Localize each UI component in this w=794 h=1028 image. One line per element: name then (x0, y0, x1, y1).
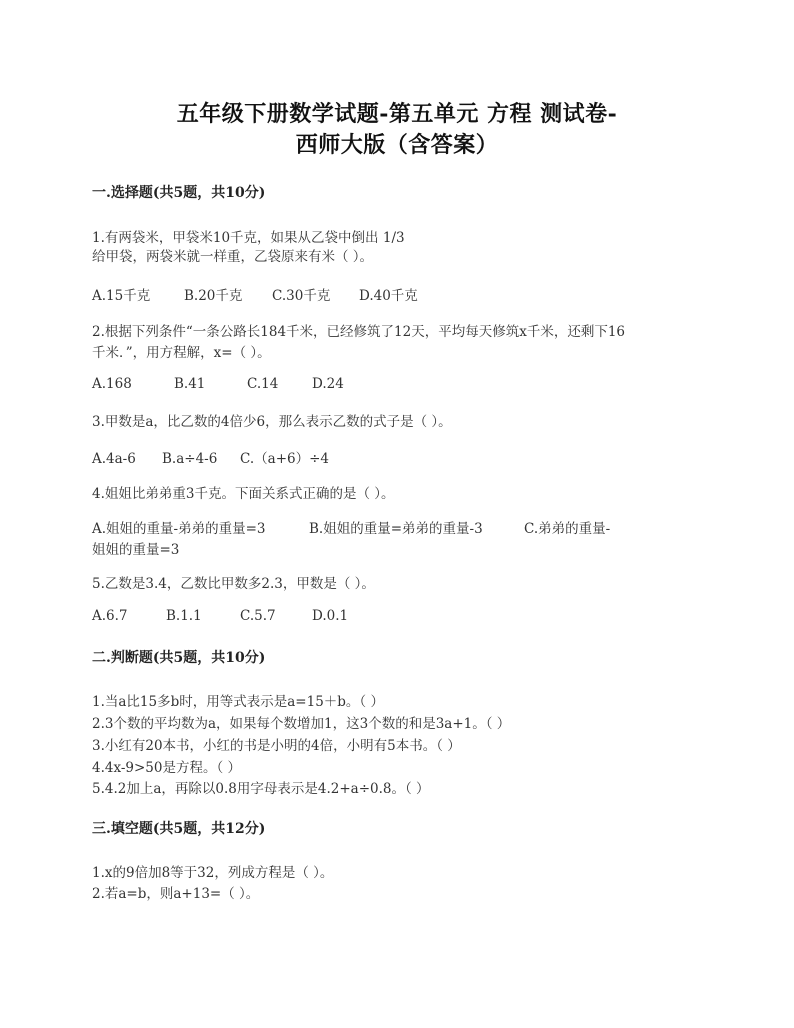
title-line-2: 西师大版（含答案） (295, 132, 499, 158)
option-d: D.40千克 (359, 288, 418, 304)
true-false-item: 1.当a比15多b时，用等式表示是a=15＋b。（ ） (92, 694, 384, 710)
option-a: A.168 (92, 376, 132, 392)
question-3-line-1: 3.甲数是a，比乙数的4倍少6，那么表示乙数的式子是（ ）。 (92, 414, 452, 430)
question-5-line-1: 5.乙数是3.4，乙数比甲数多2.3，甲数是（ ）。 (92, 576, 375, 592)
question-3-options (92, 447, 329, 467)
question-2-line-2: 千米．”，用方程解，x=（ ）。 (92, 345, 271, 361)
question-1-line-1: 1.有两袋米，甲袋米10千克，如果从乙袋中倒出 1/3 (92, 230, 405, 246)
option-a: A.姐姐的重量-弟弟的重量=3 (92, 521, 266, 537)
option-d: D.24 (312, 376, 344, 392)
question-2-line-1: 2.根据下列条件“一条公路长184千米，已经修筑了12天，平均每天修筑x千米，还剩下16 (92, 324, 626, 340)
option-c: C.（a+6）÷4 (240, 451, 329, 467)
question-4-options-line-2: 姐姐的重量=3 (92, 542, 180, 558)
true-false-item: 3.小红有20本书，小红的书是小明的4倍，小明有5本书。（ ） (92, 738, 461, 754)
option-c: C.弟弟的重量- (524, 521, 611, 537)
section-heading-true-false: 二.判断题(共5题，共10分) (92, 650, 266, 666)
option-b: B.20千克 (184, 288, 243, 304)
option-a: A.6.7 (92, 608, 128, 624)
option-c: C.14 (247, 376, 279, 392)
option-b: B.1.1 (166, 608, 202, 624)
option-d: D.0.1 (312, 608, 349, 624)
question-2-options (92, 376, 344, 392)
question-1-options (92, 284, 418, 304)
title-line-1: 五年级下册数学试题-第五单元 方程 测试卷- (176, 101, 618, 127)
option-a: A.4a-6 (92, 451, 136, 467)
option-a: A.15千克 (92, 288, 151, 304)
question-1-line-2: 给甲袋，两袋米就一样重，乙袋原来有米（ ）。 (92, 249, 374, 265)
fill-blank-item: 2.若a=b，则a+13=（ ）。 (92, 886, 260, 902)
option-c: C.30千克 (272, 288, 331, 304)
option-b: B.41 (174, 376, 206, 392)
section-heading-choice: 一.选择题(共5题，共10分) (92, 185, 266, 201)
true-false-item: 5.4.2加上a，再除以0.8用字母表示是4.2+a÷0.8。（ ） (92, 781, 430, 797)
option-b: B.a÷4-6 (162, 451, 218, 467)
true-false-item: 2.3个数的平均数为a，如果每个数增加1，这3个数的和是3a+1。（ ） (92, 716, 511, 732)
question-5-options (92, 608, 348, 624)
question-4-line-1: 4.姐姐比弟弟重3千克。下面关系式正确的是（ ）。 (92, 486, 395, 502)
option-b: B.姐姐的重量=弟弟的重量-3 (309, 521, 483, 537)
option-c: C.5.7 (240, 608, 276, 624)
section-heading-fill-blank: 三.填空题(共5题，共12分) (92, 821, 266, 837)
fill-blank-item: 1.x的9倍加8等于32，列成方程是（ ）。 (92, 865, 334, 881)
question-4-options (92, 517, 610, 537)
true-false-item: 4.4x-9>50是方程。（ ） (92, 760, 242, 776)
